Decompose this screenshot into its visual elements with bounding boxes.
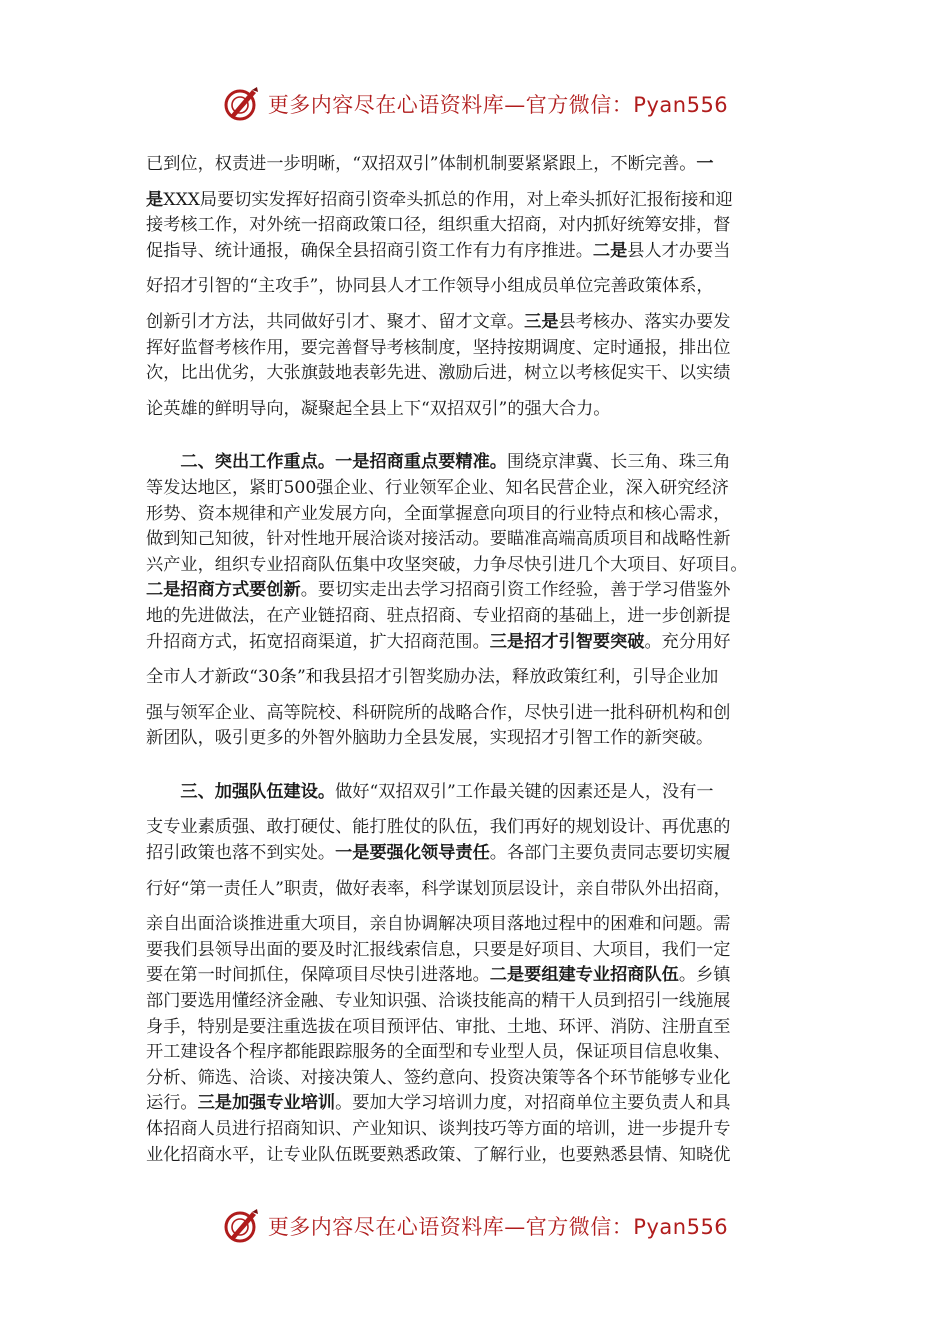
paragraph-2 [146, 450, 808, 752]
text-line: 招引政策也落不到实处。一是要强化领导责任。各部门主要负责同志要切实履 [146, 843, 731, 864]
text-line: 支专业素质强、敢打硬仗、能打胜仗的队伍，我们再好的规划设计、再优惠的 [146, 817, 731, 838]
text-line: 是XXX局要切实发挥好招商引资牵头抓总的作用，对上牵头抓好汇报衔接和迎 [146, 189, 733, 210]
text-line: 论英雄的鲜明导向，凝聚起全县上下“双招双引”的强大合力。 [146, 398, 611, 419]
header-banner [0, 82, 950, 126]
paragraph-1 [146, 152, 808, 422]
text-line: 已到位，权责进一步明晰，“双招双引”体制机制要紧紧跟上，不断完善。一 [146, 154, 714, 174]
text-line: 二是招商方式要创新。要切实走出去学习招商引资工作经验，善于学习借鉴外 [146, 580, 731, 601]
text-line: 等发达地区，紧盯500强企业、行业领军企业、知名民营企业，深入研究经济 [146, 477, 729, 498]
text-line: 行好“第一责任人”职责，做好表率，科学谋划顶层设计，亲自带队外出招商， [146, 878, 731, 899]
text-line: 好招才引智的“主攻手”，协同县人才工作领导小组成员单位完善政策体系， [146, 276, 714, 297]
footer-banner [0, 1204, 950, 1248]
text-line: 三、加强队伍建设。做好“双招双引”工作最关键的因素还是人，没有一 [180, 781, 714, 802]
text-line: 兴产业，组织专业招商队伍集中攻坚突破，力争尽快引进几个大项目、好项目。 [146, 554, 748, 575]
text-line: 升招商方式，拓宽招商渠道，扩大招商范围。三是招才引智要突破。充分用好 [146, 631, 731, 652]
text-line: 运行。三是加强专业培训。要加大学习培训力度，对招商单位主要负责人和具 [146, 1093, 731, 1114]
text-line: 接考核工作，对外统一招商政策口径，组织重大招商，对内抓好统筹安排，督 [146, 215, 731, 236]
text-line: 促指导、统计通报，确保全县招商引资工作有力有序推进。二是县人才办要当 [146, 240, 731, 261]
text-line: 新团队，吸引更多的外智外脑助力全县发展，实现招才引智工作的新突破。 [146, 728, 714, 749]
text-line: 次，比出优劣，大张旗鼓地表彰先进、激励后进，树立以考核促实干、以实绩 [146, 363, 731, 384]
footer-banner-text: 更多内容尽在心语资料库—官方微信：Pyan556 [267, 1215, 729, 1239]
paragraph-3 [146, 780, 808, 1168]
text-line: 部门要选用懂经济金融、专业知识强、洽谈技能高的精干人员到招引一线施展 [146, 991, 731, 1012]
pen-circle-logo-icon [222, 1206, 262, 1246]
text-line: 全市人才新政“30条”和我县招才引智奖励办法，释放政策红利，引导企业加 [146, 667, 719, 688]
text-line: 亲自出面洽谈推进重大项目，亲自协调解决项目落地过程中的困难和问题。需 [146, 914, 731, 935]
text-line: 要在第一时间抓住，保障项目尽快引进落地。二是要组建专业招商队伍。乡镇 [146, 965, 731, 986]
header-banner-text: 更多内容尽在心语资料库—官方微信：Pyan556 [267, 93, 729, 117]
text-line: 体招商人员进行招商知识、产业知识、谈判技巧等方面的培训，进一步提升专 [146, 1119, 731, 1139]
document-body [146, 152, 808, 1168]
text-line: 形势、资本规律和产业发展方向，全面掌握意向项目的行业特点和核心需求， [146, 503, 731, 524]
text-line: 身手，特别是要注重选拔在项目预评估、审批、土地、环评、消防、注册直至 [146, 1016, 731, 1037]
text-line: 开工建设各个程序都能跟踪服务的全面型和专业型人员，保证项目信息收集、 [146, 1042, 731, 1063]
text-line: 分析、筛选、洽谈、对接决策人、签约意向、投资决策等各个环节能够专业化 [146, 1067, 731, 1088]
text-line: 强与领军企业、高等院校、科研院所的战略合作，尽快引进一批科研机构和创 [146, 702, 731, 723]
pen-circle-logo-icon [222, 84, 262, 124]
text-line: 要我们县领导出面的要及时汇报线索信息，只要是好项目、大项目，我们一定 [146, 939, 731, 960]
text-line: 创新引才方法，共同做好引才、聚才、留才文章。三是县考核办、落实办要发 [146, 311, 731, 332]
text-line: 地的先进做法，在产业链招商、驻点招商、专业招商的基础上，进一步创新提 [146, 605, 731, 626]
text-line: 做到知己知彼，针对性地开展洽谈对接活动。要瞄准高端高质项目和战略性新 [146, 529, 731, 550]
text-line: 挥好监督考核作用，要完善督导考核制度，坚持按期调度、定时通报，排出位 [146, 337, 731, 358]
text-line: 业化招商水平，让专业队伍既要熟悉政策、了解行业，也要熟悉县情、知晓优 [146, 1144, 731, 1165]
text-line: 二、突出工作重点。一是招商重点要精准。围绕京津冀、长三角、珠三角 [180, 452, 731, 473]
